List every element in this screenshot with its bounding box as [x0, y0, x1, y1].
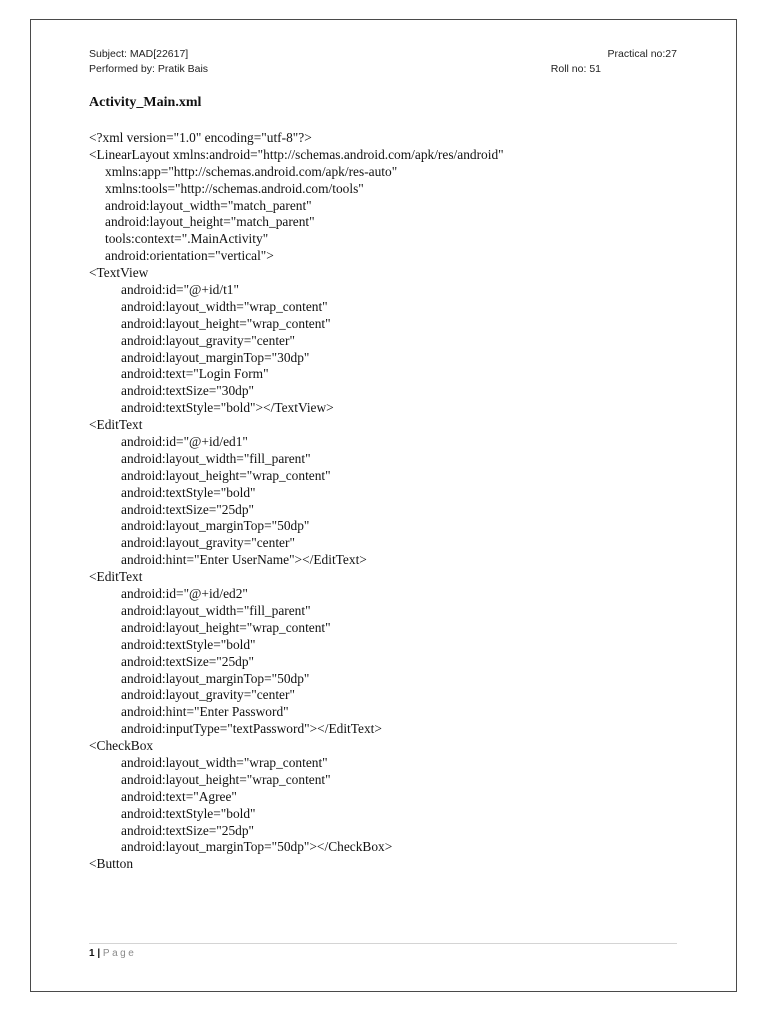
code-line: android:layout_height="match_parent"	[105, 214, 315, 230]
page-header	[89, 47, 677, 77]
code-block	[89, 130, 689, 873]
code-line: android:text="Agree"	[121, 788, 237, 804]
code-line: android:id="@+id/ed2"	[121, 586, 248, 602]
code-line: <?xml version="1.0" encoding="utf-8"?>	[89, 130, 312, 145]
code-line: android:layout_width="fill_parent"	[121, 450, 311, 466]
code-line: android:inputType="textPassword"></EditText>	[121, 721, 382, 737]
page-label: Page	[102, 948, 137, 959]
code-line: tools:context=".MainActivity"	[105, 231, 269, 247]
code-line: android:hint="Enter UserName"></EditText>	[121, 552, 367, 568]
subject-text: Subject: MAD[22617]	[89, 48, 189, 60]
practical-number: Practical no:27	[607, 48, 677, 60]
code-line: android:textSize="25dp"	[121, 653, 255, 669]
code-line: android:orientation="vertical">	[105, 248, 274, 264]
code-line: android:id="@+id/ed1"	[121, 434, 248, 450]
performed-by-text: Performed by: Pratik Bais	[89, 63, 209, 75]
code-line: android:layout_marginTop="50dp"></CheckBox>	[121, 839, 393, 855]
code-line: android:layout_height="wrap_content"	[121, 619, 331, 635]
code-line: android:layout_width="wrap_content"	[121, 754, 328, 770]
code-line: xmlns:tools="http://schemas.android.com/tools"	[105, 180, 364, 196]
code-line: android:layout_height="wrap_content"	[121, 771, 331, 787]
header-row-2	[89, 62, 677, 77]
code-line: android:textStyle="bold"	[121, 484, 256, 500]
code-line: android:textSize="30dp"	[121, 383, 255, 399]
code-line: android:layout_marginTop="50dp"	[121, 670, 310, 686]
code-line: android:text="Login Form"	[121, 366, 269, 382]
roll-number: Roll no: 51	[550, 63, 601, 75]
code-line: <LinearLayout xmlns:android="http://schemas.android.com/apk/res/android"	[89, 146, 504, 162]
code-line: android:id="@+id/t1"	[121, 282, 239, 298]
page-separator: |	[94, 948, 103, 959]
page-number: 1	[89, 948, 95, 959]
document-page	[30, 19, 737, 992]
code-line: android:layout_width="wrap_content"	[121, 298, 328, 314]
code-line: <Button	[89, 856, 134, 872]
code-line: android:layout_height="wrap_content"	[121, 467, 331, 483]
code-line: android:layout_gravity="center"	[121, 332, 295, 348]
code-line: android:layout_width="fill_parent"	[121, 602, 311, 618]
code-line: android:layout_width="match_parent"	[105, 197, 312, 213]
page-footer	[89, 948, 136, 959]
document-title: Activity_Main.xml	[89, 95, 202, 110]
header-row-1	[89, 47, 677, 62]
code-line: android:textStyle="bold"	[121, 636, 256, 652]
code-line: android:textSize="25dp"	[121, 501, 255, 517]
code-line: android:hint="Enter Password"	[121, 704, 289, 720]
code-line: android:textSize="25dp"	[121, 822, 255, 838]
code-line: android:layout_gravity="center"	[121, 535, 295, 551]
code-line: <EditText	[89, 569, 143, 585]
code-line: <EditText	[89, 417, 143, 433]
code-line: android:textStyle="bold"></TextView>	[121, 400, 334, 416]
code-line: <CheckBox	[89, 738, 154, 754]
footer-divider	[89, 943, 677, 944]
code-line: android:textStyle="bold"	[121, 805, 256, 821]
code-line: android:layout_gravity="center"	[121, 687, 295, 703]
code-line: <TextView	[89, 265, 149, 281]
code-line: android:layout_height="wrap_content"	[121, 315, 331, 331]
code-line: xmlns:app="http://schemas.android.com/apk/res-auto"	[105, 163, 398, 179]
code-line: android:layout_marginTop="30dp"	[121, 349, 310, 365]
code-line: android:layout_marginTop="50dp"	[121, 518, 310, 534]
